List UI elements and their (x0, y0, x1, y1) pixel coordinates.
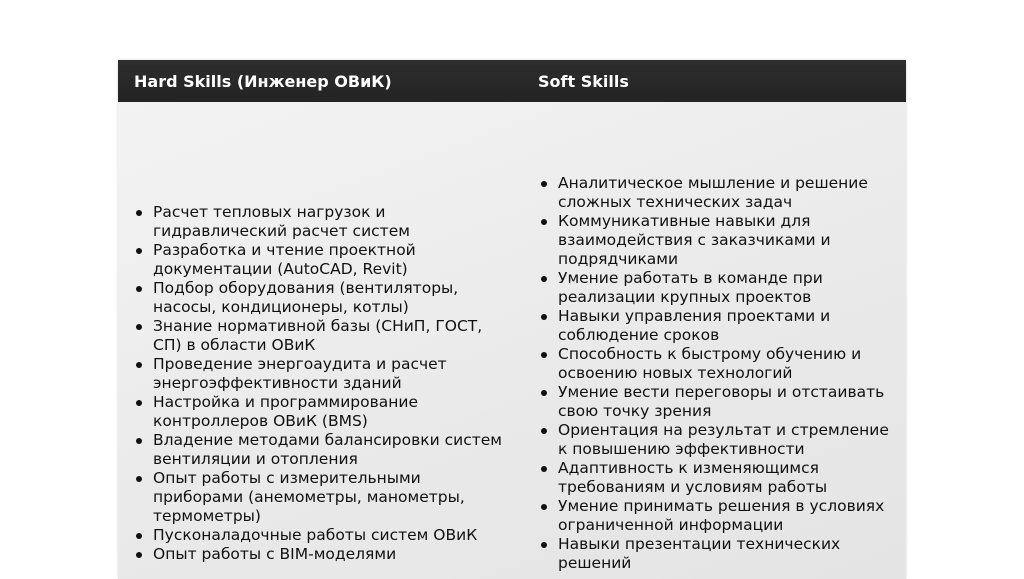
list-item: Навыки управления проектами и соблюдение сроков (540, 307, 890, 345)
list-item: Аналитическое мышление и решение сложных технических задач (540, 174, 890, 212)
soft-skills-list (540, 174, 890, 573)
list-item: Разработка и чтение проектной документации (AutoCAD, Revit) (135, 241, 505, 279)
table-header (118, 60, 906, 102)
list-item: Адаптивность к изменяющимся требованиям и условиям работы (540, 459, 890, 497)
list-item: Умение принимать решения в условиях ограниченной информации (540, 497, 890, 535)
list-item: Настройка и программирование контроллеров ОВиК (BMS) (135, 393, 505, 431)
list-item: Умение вести переговоры и отстаивать свою точку зрения (540, 383, 890, 421)
list-item: Коммуникативные навыки для взаимодействия с заказчиками и подрядчиками (540, 212, 890, 269)
list-item: Умение работать в команде при реализации крупных проектов (540, 269, 890, 307)
list-item: Проведение энергоаудита и расчет энергоэффективности зданий (135, 355, 505, 393)
list-item: Опыт работы с измерительными приборами (анемометры, манометры, термометры) (135, 469, 505, 526)
list-item: Пусконаладочные работы систем ОВиК (135, 526, 505, 545)
table-body (118, 102, 906, 579)
list-item: Владение методами балансировки систем вентиляции и отопления (135, 431, 505, 469)
list-item: Опыт работы с BIM-моделями (135, 545, 505, 564)
list-item: Способность к быстрому обучению и освоению новых технологий (540, 345, 890, 383)
list-item: Ориентация на результат и стремление к повышению эффективности (540, 421, 890, 459)
list-item: Подбор оборудования (вентиляторы, насосы, кондиционеры, котлы) (135, 279, 505, 317)
hard-skills-list (135, 203, 505, 564)
hard-skills-header: Hard Skills (Инженер ОВиК) (134, 71, 392, 91)
skills-table (118, 60, 906, 579)
soft-skills-header: Soft Skills (538, 71, 629, 91)
list-item: Расчет тепловых нагрузок и гидравлический расчет систем (135, 203, 505, 241)
list-item: Знание нормативной базы (СНиП, ГОСТ, СП) в области ОВиК (135, 317, 505, 355)
list-item: Навыки презентации технических решений (540, 535, 890, 573)
